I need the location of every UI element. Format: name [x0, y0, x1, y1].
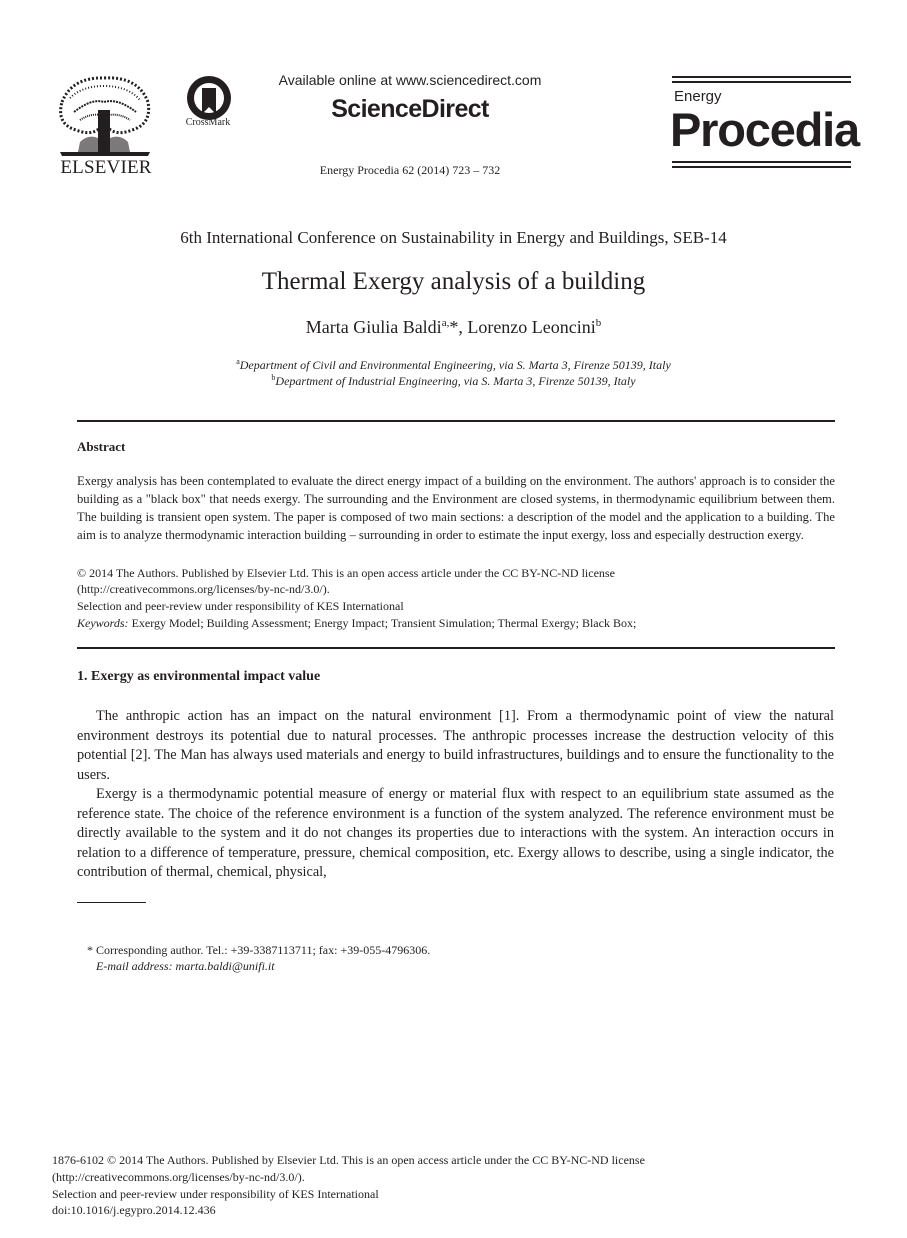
- affiliation-mark: b: [271, 373, 276, 382]
- license-link[interactable]: (http://creativecommons.org/licenses/by-nc-nd/3.0/).: [77, 582, 330, 596]
- divider: [77, 420, 835, 422]
- email-line: [96, 959, 275, 974]
- affiliation-mark: a: [236, 357, 240, 366]
- available-online: Available online at www.sciencedirect.com: [278, 72, 542, 88]
- body-paragraph: The anthropic action has an impact on the natural environment [1]. From a thermodynamic point of view the natural environment destroys its potential due to natural processes. The anthropic processes increase the destruction velocity of this potential [2]. The Man has always used materials and energy to build infrastructures, buildings and to ensure the functionality to the users.: [77, 708, 834, 783]
- sciencedirect-logo: ScienceDirect: [331, 95, 489, 123]
- author-affiliation-mark: b: [595, 317, 602, 329]
- author-name: Lorenzo Leoncini: [467, 317, 596, 337]
- section-heading: 1. Exergy as environmental impact value: [77, 669, 321, 684]
- affiliation-text: Department of Industrial Engineering, via S. Marta 3, Firenze 50139, Italy: [275, 374, 636, 388]
- journal-citation: Energy Procedia 62 (2014) 723 – 732: [319, 163, 501, 177]
- paper-title: Thermal Exergy analysis of a building: [261, 268, 646, 295]
- journal-name-small: Energy: [674, 88, 722, 105]
- footer-doi[interactable]: doi:10.1016/j.egypro.2014.12.436: [52, 1203, 216, 1217]
- procedia-top-bars: [672, 76, 851, 86]
- footer-license-link[interactable]: (http://creativecommons.org/licenses/by-nc-nd/3.0/).: [52, 1170, 305, 1184]
- affiliation: [0, 357, 907, 373]
- keywords-list: Exergy Model; Building Assessment; Energy Impact; Transient Simulation; Thermal Exergy; Black Box;: [131, 616, 637, 630]
- author-name: Marta Giulia Baldi: [305, 317, 442, 337]
- abstract-heading: Abstract: [77, 439, 126, 454]
- author-separator: ,: [458, 317, 468, 337]
- publisher-name: ELSEVIER: [60, 157, 152, 178]
- author-affiliation-mark: a,: [441, 317, 450, 329]
- conference-name: 6th International Conference on Sustainability in Energy and Buildings, SEB-14: [180, 228, 727, 247]
- copyright-notice: © 2014 The Authors. Published by Elsevier Ltd. This is an open access article under the CC BY-NC-ND license: [77, 566, 615, 580]
- author-list: [0, 317, 907, 338]
- peer-review-note: Selection and peer-review under responsibility of KES International: [77, 599, 404, 613]
- crossmark-label: CrossMark: [185, 117, 231, 128]
- body-paragraph: Exergy is a thermodynamic potential measure of energy or material flux with respect to an equilibrium state assumed as the reference state. The choice of the reference environment is a function of the system analyzed. The reference environment must be directly available to the system and it do not changes its properties due to interactions with the system. An interaction occurs in relation to a difference of temperature, pressure, chemical composition, etc. Exergy allows to describe, using a single indicator, the contribution of thermal, chemical, physical,: [77, 786, 834, 880]
- journal-name-large: Procedia: [670, 103, 859, 156]
- corresponding-author-note: * Corresponding author. Tel.: +39-3387113711; fax: +39-055-4796306.: [87, 943, 431, 957]
- footnote-rule: [77, 902, 146, 903]
- keywords-label: Keywords:: [77, 616, 129, 630]
- affiliation-text: Department of Civil and Environmental Engineering, via S. Marta 3, Firenze 50139, Italy: [239, 358, 671, 372]
- abstract-text: Exergy analysis has been contemplated to evaluate the direct energy impact of a building on the environment. The authors' approach is to consider the building as a "black box" that needs exergy. The surrounding and the Environment are closed systems, in thermodynamic equilibrium between them. The building is transient open system. The paper is composed of two main sections: a description of the model and the application to a building. The aim is to analyze thermodynamic interaction building – surrounding in order to estimate the input exergy, loss and especially destruction exergy.: [77, 474, 835, 542]
- procedia-bottom-bars: [672, 161, 851, 171]
- footer-copyright: 1876-6102 © 2014 The Authors. Published by Elsevier Ltd. This is an open access article under the CC BY-NC-ND license: [52, 1153, 645, 1167]
- affiliation: [0, 373, 907, 389]
- email-label: E-mail address:: [96, 959, 173, 973]
- divider: [77, 647, 835, 649]
- email-link[interactable]: marta.baldi@unifi.it: [175, 959, 275, 973]
- footer-peer-review: Selection and peer-review under responsibility of KES International: [52, 1187, 379, 1201]
- keywords: [77, 616, 636, 631]
- corresponding-mark: *: [449, 317, 459, 337]
